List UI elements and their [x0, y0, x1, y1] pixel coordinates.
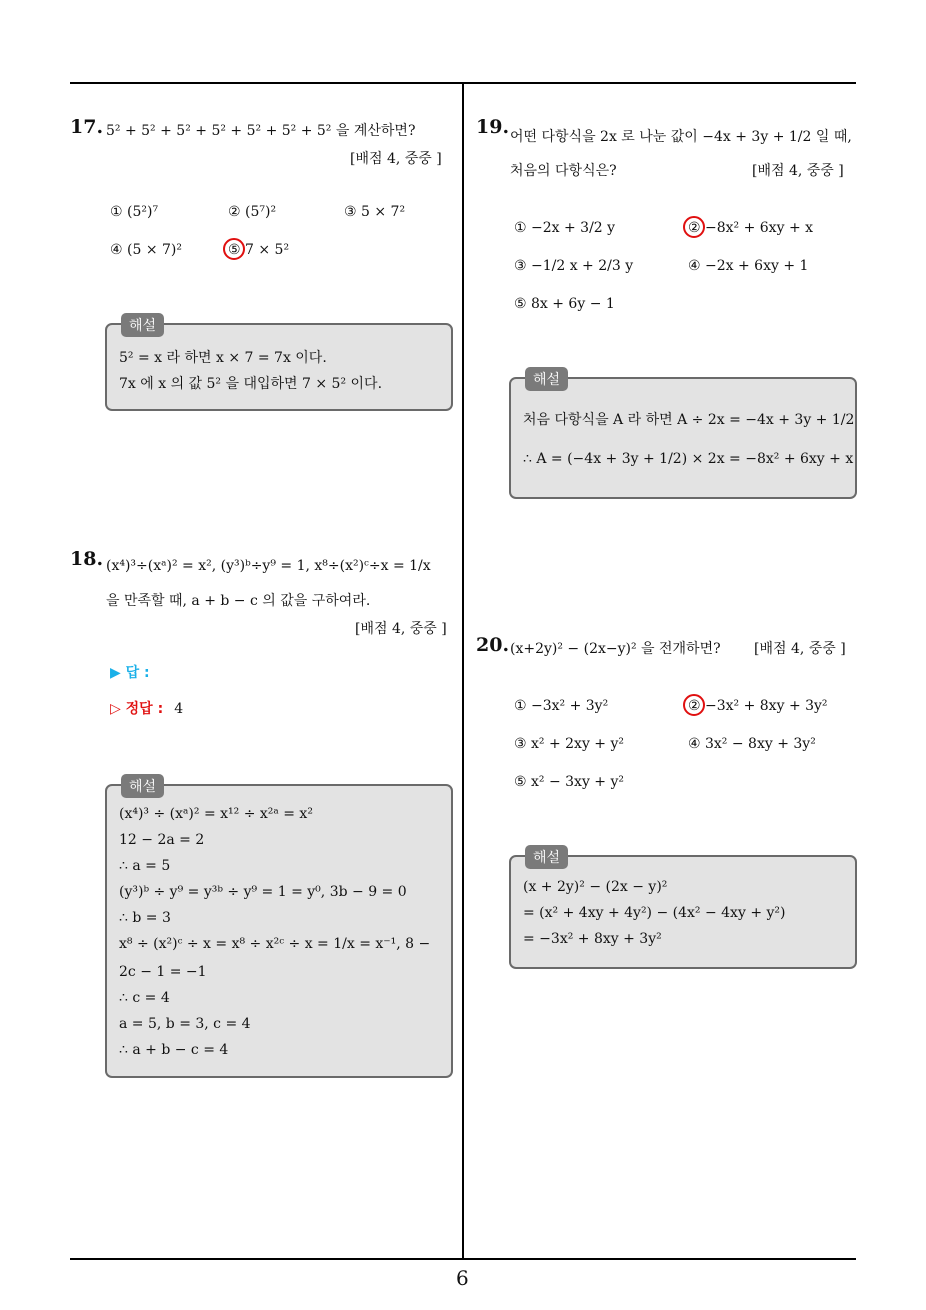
question-text: 5² + 5² + 5² + 5² + 5² + 5² + 5² 을 계산하면? — [106, 123, 416, 139]
option-1[interactable]: ① −2x + 3/2 y — [514, 220, 616, 236]
option-2[interactable]: ② (5⁷)² — [228, 204, 277, 220]
question-number: 18. — [70, 548, 104, 570]
explanation-line: ∴ c = 4 — [119, 990, 170, 1006]
explanation-line: ∴ a + b − c = 4 — [119, 1042, 229, 1058]
option-4[interactable]: ④ 3x² − 8xy + 3y² — [688, 736, 816, 752]
explanation-line: = −3x² + 8xy + 3y² — [523, 931, 662, 947]
question-text-line-2: 처음의 다항식은? — [510, 163, 617, 179]
correct-answer-label: ▷ 정답 : — [110, 701, 164, 717]
page-number: 6 — [456, 1266, 469, 1290]
explanation-box — [105, 318, 453, 411]
explanation-line: (x + 2y)² − (2x − y)² — [523, 879, 668, 895]
question-meta: [배점 4, 중중 ] — [752, 163, 844, 179]
explanation-line: (x⁴)³ ÷ (xᵃ)² = x¹² ÷ x²ᵃ = x² — [119, 806, 313, 822]
option-2[interactable]: ② −3x² + 8xy + 3y² — [688, 698, 828, 714]
explanation-line: 7x 에 x 의 값 5² 을 대입하면 7 × 5² 이다. — [119, 376, 383, 392]
option-3[interactable]: ③ x² + 2xy + y² — [514, 736, 625, 752]
explanation-line: = (x² + 4xy + 4y²) − (4x² − 4xy + y²) — [523, 905, 786, 921]
explanation-line: 12 − 2a = 2 — [119, 832, 205, 848]
explanation-box — [509, 372, 857, 499]
option-3[interactable]: ③ 5 × 7² — [344, 204, 406, 220]
explanation-box — [105, 779, 453, 1078]
bottom-rule — [70, 1258, 856, 1260]
explanation-line: a = 5, b = 3, c = 4 — [119, 1016, 251, 1032]
explanation-tag: 해설 — [121, 774, 164, 798]
selected-answer-circle — [683, 216, 705, 238]
explanation-line: ∴ a = 5 — [119, 858, 171, 874]
option-5[interactable]: ⑤ 8x + 6y − 1 — [514, 296, 615, 312]
question-number: 20. — [476, 634, 510, 656]
correct-answer-row — [110, 698, 183, 718]
question-text-line-1: (x⁴)³÷(xᵃ)² = x², (y³)ᵇ÷y⁹ = 1, x⁸÷(x²)ᶜ÷x = 1/x — [106, 558, 431, 574]
explanation-line: x⁸ ÷ (x²)ᶜ ÷ x = x⁸ ÷ x²ᶜ ÷ x = 1/x = x⁻¹, 8 − — [119, 936, 431, 952]
option-3[interactable]: ③ −1/2 x + 2/3 y — [514, 258, 634, 274]
selected-answer-circle — [223, 238, 245, 260]
question-text-line-1: 어떤 다항식을 2x 로 나눈 값이 −4x + 3y + 1/2 일 때, — [510, 129, 852, 145]
question-number: 17. — [70, 116, 104, 138]
option-5[interactable]: ⑤ x² − 3xy + y² — [514, 774, 625, 790]
question-meta: [배점 4, 중중 ] — [754, 641, 846, 657]
explanation-line: ∴ b = 3 — [119, 910, 171, 926]
explanation-line: ∴ A = (−4x + 3y + 1/2) × 2x = −8x² + 6xy + x — [523, 451, 854, 467]
option-1[interactable]: ① −3x² + 3y² — [514, 698, 609, 714]
option-1[interactable]: ① (5²)⁷ — [110, 204, 159, 220]
question-meta: [배점 4, 중중 ] — [350, 151, 442, 167]
question-meta: [배점 4, 중중 ] — [355, 621, 447, 637]
explanation-line: (y³)ᵇ ÷ y⁹ = y³ᵇ ÷ y⁹ = 1 = y⁰, 3b − 9 = 0 — [119, 884, 407, 900]
selected-answer-circle — [683, 694, 705, 716]
option-4[interactable]: ④ (5 × 7)² — [110, 242, 182, 258]
question-text: (x+2y)² − (2x−y)² 을 전개하면? — [510, 641, 721, 657]
explanation-box — [509, 850, 857, 969]
option-5[interactable]: ⑤ 7 × 5² — [228, 242, 290, 258]
explanation-line: 2c − 1 = −1 — [119, 964, 207, 980]
option-2[interactable]: ② −8x² + 6xy + x — [688, 220, 814, 236]
question-text-line-2: 을 만족할 때, a + b − c 의 값을 구하여라. — [106, 593, 371, 609]
explanation-tag: 해설 — [525, 845, 568, 869]
question-number: 19. — [476, 116, 510, 138]
correct-answer-value: 4 — [174, 701, 184, 717]
explanation-tag: 해설 — [525, 367, 568, 391]
explanation-line: 처음 다항식을 A 라 하면 A ÷ 2x = −4x + 3y + 1/2 — [523, 412, 855, 428]
column-divider — [462, 82, 464, 1259]
explanation-line: 5² = x 라 하면 x × 7 = 7x 이다. — [119, 350, 327, 366]
option-4[interactable]: ④ −2x + 6xy + 1 — [688, 258, 809, 274]
answer-prompt: ▶ 답 : — [110, 665, 150, 681]
explanation-tag: 해설 — [121, 313, 164, 337]
